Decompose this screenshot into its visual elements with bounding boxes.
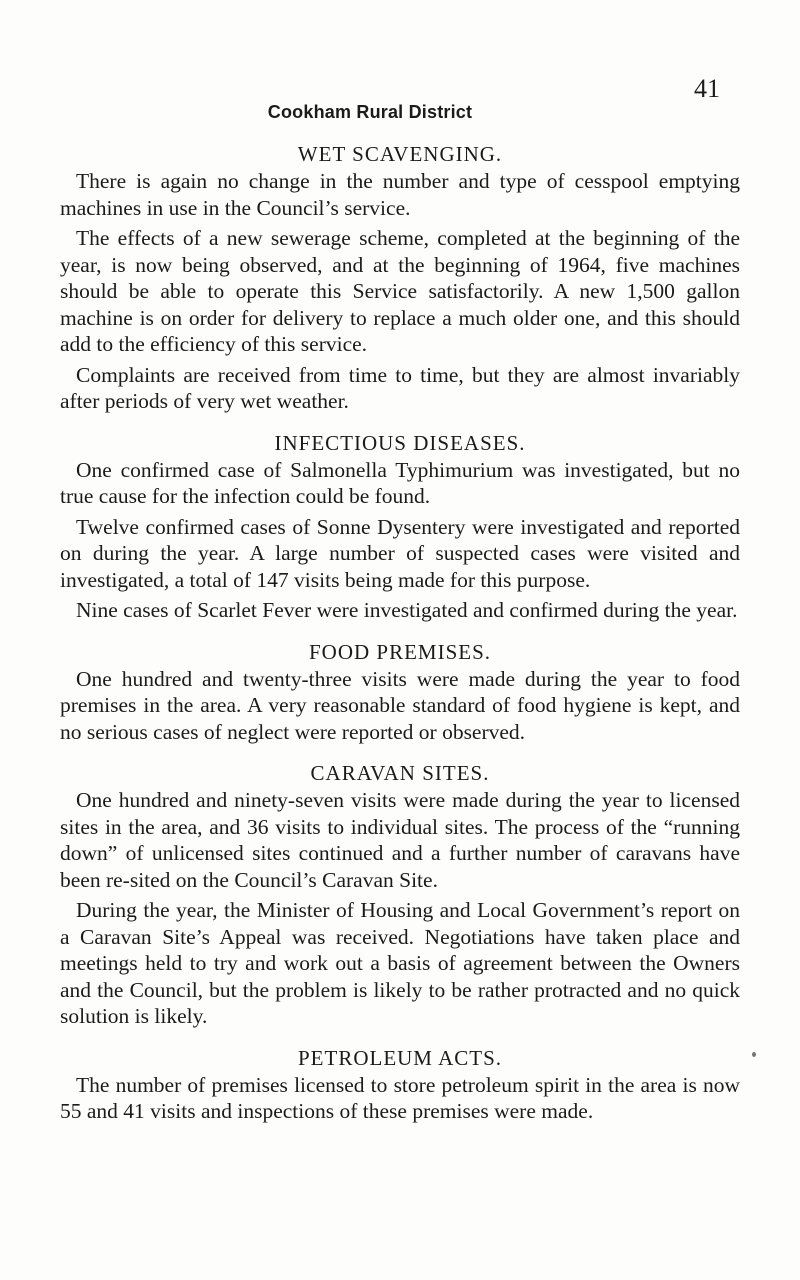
page-body — [60, 140, 740, 1139]
running-head: Cookham Rural District — [267, 102, 473, 122]
paragraph: During the year, the Minister of Housing and Local Government’s report on a Caravan Site’s Appeal was received. Negotiations have taken place and meetings held to try and work out a basis of agreement between the Owners and the Council, but the problem is likely to be rather protracted and no quick solution is likely. — [60, 898, 740, 1028]
section-caravan-sites — [60, 759, 740, 1030]
paragraph: There is again no change in the number and type of cesspool emptying machines in use in the Council’s service. — [60, 169, 740, 220]
section-heading: INFECTIOUS DISEASES. — [274, 430, 526, 455]
paragraph: One hundred and ninety-seven visits were made during the year to licensed sites in the area, and 36 visits to individual sites. The process of the “running down” of unlicensed sites continued and a further number of caravans have been re-sited on the Council’s Caravan Site. — [60, 788, 740, 892]
section-heading: CARAVAN SITES. — [310, 761, 490, 785]
section-heading: WET SCAVENGING. — [297, 142, 503, 166]
section-food-premises — [60, 638, 740, 746]
paragraph: Complaints are received from time to time, but they are almost invariably after periods of very wet weather. — [60, 362, 740, 413]
section-heading: FOOD PREMISES. — [308, 639, 492, 664]
section-heading: PETROLEUM ACTS. — [297, 1045, 503, 1070]
ink-speck — [752, 1052, 756, 1057]
paragraph: Twelve confirmed cases of Sonne Dysentery were investigated and reported on during the year. A large number of suspected cases were visited and investigated, a total of 147 visits being made for this purpose. — [60, 514, 740, 592]
paragraph: The effects of a new sewerage scheme, completed at the beginning of the year, is now being observed, and at the beginning of 1964, five machines should be able to operate this Service satisfactorily. A new 1,500 gallon machine is on order for delivery to replace a much older one, and this should add to the efficiency of this service. — [60, 226, 740, 356]
page-number: 41 — [694, 74, 720, 103]
section-petroleum-acts — [60, 1044, 740, 1125]
section-wet-scavenging — [60, 140, 740, 415]
paragraph: One confirmed case of Salmonella Typhimurium was investigated, but no true cause for the infection could be found. — [60, 457, 740, 508]
section-infectious-diseases — [60, 429, 740, 624]
paragraph: Nine cases of Scarlet Fever were investigated and confirmed during the year. — [76, 598, 738, 622]
paragraph: One hundred and twenty-three visits were made during the year to food premises in the area. A very reasonable standard of food hygiene is kept, and no serious cases of neglect were reported or observed. — [60, 666, 740, 744]
paragraph: The number of premises licensed to store petroleum spirit in the area is now 55 and 41 visits and inspections of these premises were made. — [60, 1072, 740, 1123]
